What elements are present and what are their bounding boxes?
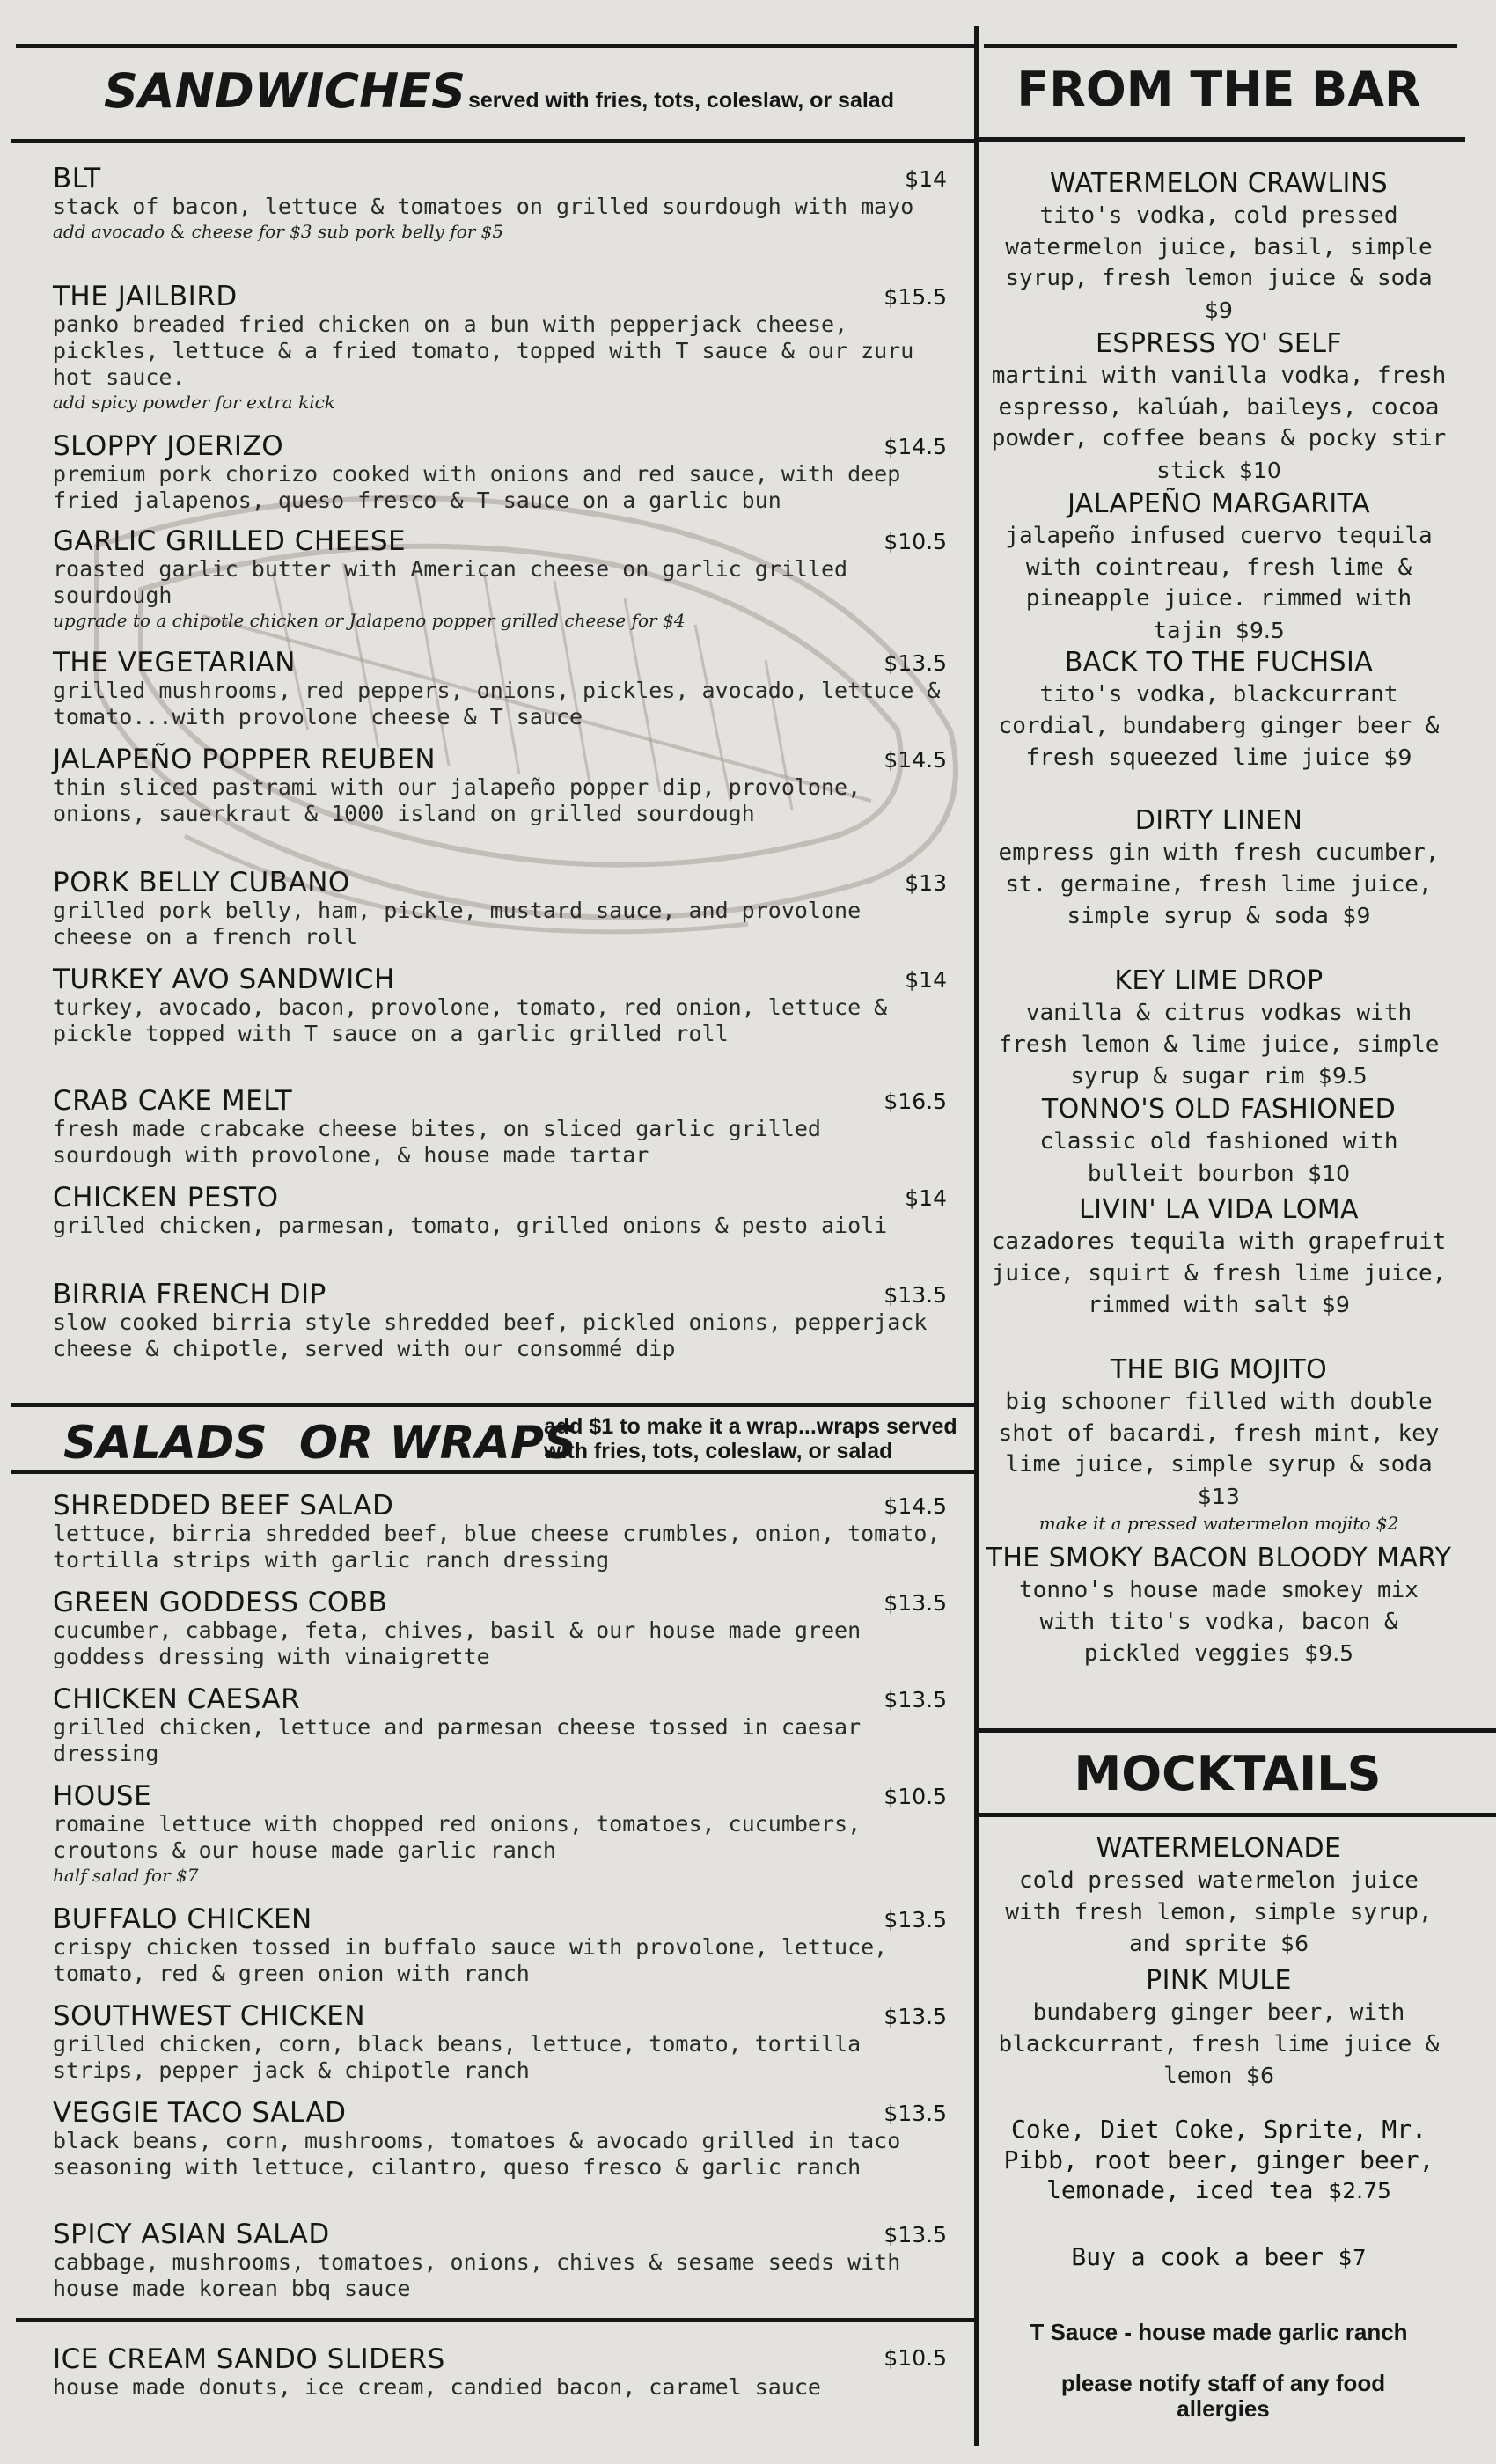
drink-name: JALAPEÑO MARGARITA bbox=[1067, 488, 1370, 519]
item-description: panko breaded fried chicken on a bun with pepperjack cheese, pickles, lettuce & a fried tomato, topped with T sauce & our zuru hot sauce. bbox=[53, 312, 914, 390]
item-price: $13.5 bbox=[884, 1282, 947, 1308]
drink-description-text: classic old fashioned with bulleit bourbon bbox=[1039, 1128, 1398, 1187]
drink-description-text: vanilla & citrus vodkas with fresh lemon & lime juice, simple syrup & sugar rim bbox=[998, 1000, 1440, 1089]
item-price: $14 bbox=[905, 1185, 947, 1211]
sandwiches-header-rule bbox=[11, 139, 977, 143]
buy-cook-beer bbox=[986, 2242, 1452, 2274]
drink-back-to-the-fuchsia bbox=[986, 646, 1452, 774]
menu-item-southwest-chicken bbox=[53, 2001, 947, 2084]
menu-item-birria-french-dip bbox=[53, 1280, 947, 1362]
drink-description-text: martini with vanilla vodka, fresh espresso, kalúah, baileys, cocoa powder, coffee beans & pocky stir stick bbox=[991, 363, 1447, 484]
drink-description bbox=[986, 201, 1452, 326]
item-description: turkey, avocado, bacon, provolone, tomato, red onion, lettuce & pickle topped with T sauce on a garlic grilled roll bbox=[53, 994, 888, 1046]
drink-description bbox=[986, 1575, 1452, 1670]
bar-top-rule bbox=[984, 44, 1457, 48]
item-price: $13.5 bbox=[884, 2101, 947, 2126]
drink-description bbox=[986, 1998, 1452, 2093]
drink-description bbox=[986, 361, 1452, 487]
drink-description bbox=[986, 1387, 1452, 1513]
drink-name: WATERMELONADE bbox=[1096, 1833, 1342, 1864]
drink-description bbox=[986, 998, 1452, 1093]
menu-item-house bbox=[53, 1781, 947, 1887]
drink-price: $6 bbox=[1246, 2063, 1274, 2088]
item-price: $10.5 bbox=[884, 529, 947, 554]
drink-price: $9.5 bbox=[1318, 1063, 1368, 1089]
drink-description bbox=[986, 1227, 1452, 1322]
mocktails-bottom-rule bbox=[977, 1813, 1496, 1817]
item-description: grilled chicken, lettuce and parmesan cheese tossed in caesar dressing bbox=[53, 1714, 862, 1766]
drink-description bbox=[986, 679, 1452, 774]
drink-jalape-o-margarita bbox=[986, 488, 1452, 647]
soft-drinks-price: $2.75 bbox=[1328, 2178, 1391, 2204]
item-note: add spicy powder for extra kick bbox=[53, 392, 335, 413]
menu-item-green-goddess-cobb bbox=[53, 1588, 947, 1670]
item-name: BUFFALO CHICKEN bbox=[53, 1903, 312, 1935]
item-price: $14.5 bbox=[884, 1493, 947, 1519]
item-description: stack of bacon, lettuce & tomatoes on grilled sourdough with mayo bbox=[53, 194, 914, 219]
mocktails-top-rule bbox=[977, 1728, 1496, 1733]
item-description: grilled mushrooms, red peppers, onions, pickles, avocado, lettuce & tomato...with provolone cheese & T sauce bbox=[53, 678, 941, 730]
sandwiches-subtitle: served with fries, tots, coleslaw, or salad bbox=[468, 88, 894, 113]
salads-title: SALADS OR WRAPS bbox=[63, 1417, 577, 1470]
drink-price: $9 bbox=[1383, 744, 1412, 770]
drink-name: WATERMELON CRAWLINS bbox=[1049, 168, 1389, 199]
drink-description-text: tito's vodka, cold pressed watermelon juice, basil, simple syrup, fresh lemon juice & soda bbox=[1005, 202, 1433, 291]
item-price: $13.5 bbox=[884, 2004, 947, 2029]
item-description: thin sliced pastrami with our jalapeño popper dip, provolone, onions, sauerkraut & 1000 island on grilled sourdough bbox=[53, 774, 862, 826]
drink-key-lime-drop bbox=[986, 964, 1452, 1093]
item-name: CHICKEN PESTO bbox=[53, 1182, 279, 1214]
menu-item-shredded-beef-salad bbox=[53, 1491, 947, 1573]
drink-description-text: tonno's house made smokey mix with tito's vodka, bacon & pickled veggies bbox=[1019, 1577, 1419, 1667]
drink-name: PINK MULE bbox=[1146, 1965, 1292, 1996]
drink-price: $9.5 bbox=[1236, 617, 1285, 643]
soft-drinks-list bbox=[986, 2115, 1452, 2207]
menu-item-veggie-taco-salad bbox=[53, 2098, 947, 2181]
drink-description bbox=[986, 1866, 1452, 1961]
drink-description-text: bundaberg ginger beer, with blackcurrant, fresh lime juice & lemon bbox=[998, 1999, 1440, 2089]
item-name: GREEN GODDESS COBB bbox=[53, 1587, 388, 1618]
drink-description-text: cold pressed watermelon juice with fresh lemon, simple syrup, and sprite bbox=[1005, 1867, 1433, 1957]
drink-espress-yo-self bbox=[986, 327, 1452, 487]
soft-drinks-text: Coke, Diet Coke, Sprite, Mr. Pibb, root beer, ginger beer, lemonade, iced tea bbox=[1003, 2115, 1434, 2204]
item-price: $13.5 bbox=[884, 1590, 947, 1616]
menu-item-the-vegetarian bbox=[53, 648, 947, 730]
item-name: SHREDDED BEEF SALAD bbox=[53, 1490, 394, 1522]
item-description: house made donuts, ice cream, candied bacon, caramel sauce bbox=[53, 2374, 821, 2400]
menu-item-sloppy-joerizo bbox=[53, 431, 947, 514]
item-price: $16.5 bbox=[884, 1089, 947, 1114]
drink-name: LIVIN' LA VIDA LOMA bbox=[1079, 1194, 1359, 1225]
item-name: CRAB CAKE MELT bbox=[53, 1085, 293, 1117]
drink-price: $6 bbox=[1280, 1931, 1309, 1956]
drink-price: $9.5 bbox=[1304, 1640, 1354, 1666]
item-price: $14.5 bbox=[884, 434, 947, 459]
item-description: crispy chicken tossed in buffalo sauce with provolone, lettuce, tomato, red & green onion with ranch bbox=[53, 1934, 888, 1986]
item-name: SLOPPY JOERIZO bbox=[53, 430, 284, 462]
drink-name: BACK TO THE FUCHSIA bbox=[1064, 647, 1374, 678]
item-name: TURKEY AVO SANDWICH bbox=[53, 964, 395, 995]
item-name: THE VEGETARIAN bbox=[53, 647, 296, 678]
item-name: BLT bbox=[53, 163, 101, 194]
drink-name: DIRTY LINEN bbox=[1134, 805, 1303, 836]
drink-watermelon-crawlins bbox=[986, 167, 1452, 326]
drink-price: $10 bbox=[1308, 1160, 1351, 1186]
salads-subtitle: add $1 to make it a wrap...wraps served with fries, tots, coleslaw, or salad bbox=[544, 1414, 957, 1463]
item-name: JALAPEÑO POPPER REUBEN bbox=[53, 744, 436, 775]
item-price: $14 bbox=[905, 967, 947, 993]
drink-description-text: tito's vodka, blackcurrant cordial, bundaberg ginger beer & fresh squeezed lime juice bbox=[998, 681, 1440, 771]
drink-description-text: big schooner filled with double shot of bacardi, fresh mint, key lime juice, simple syrup & soda bbox=[998, 1389, 1440, 1478]
drink-name: THE BIG MOJITO bbox=[1110, 1354, 1328, 1385]
top-rule bbox=[16, 44, 975, 48]
drink-the-big-mojito bbox=[986, 1353, 1452, 1534]
column-divider bbox=[974, 26, 979, 2446]
drink-livin-la-vida-loma bbox=[986, 1193, 1452, 1322]
drink-name: THE SMOKY BACON BLOODY MARY bbox=[986, 1543, 1452, 1573]
menu-item-crab-cake-melt bbox=[53, 1086, 947, 1169]
item-price: $13.5 bbox=[884, 650, 947, 676]
drink-dirty-linen bbox=[986, 804, 1452, 933]
drink-description bbox=[986, 838, 1452, 933]
item-name: THE JAILBIRD bbox=[53, 281, 238, 312]
item-price: $10.5 bbox=[884, 1784, 947, 1809]
drink-description bbox=[986, 521, 1452, 647]
drink-price: $9 bbox=[1205, 297, 1233, 323]
mocktails-title: MOCKTAILS bbox=[1074, 1746, 1382, 1801]
item-name: ICE CREAM SANDO SLIDERS bbox=[53, 2343, 445, 2375]
item-description: roasted garlic butter with American cheese on garlic grilled sourdough bbox=[53, 556, 848, 608]
allergy-note: please notify staff of any food allergies bbox=[1060, 2370, 1386, 2422]
drink-tonno-s-old-fashioned bbox=[986, 1093, 1452, 1190]
item-note: upgrade to a chipotle chicken or Jalapeno popper grilled cheese for $4 bbox=[53, 610, 686, 631]
drink-the-smoky-bacon-bloody-mary bbox=[986, 1542, 1452, 1670]
item-note: half salad for $7 bbox=[53, 1865, 199, 1886]
item-name: VEGGIE TACO SALAD bbox=[53, 2097, 347, 2129]
menu-item-garlic-grilled-cheese bbox=[53, 526, 947, 632]
drink-pink-mule bbox=[986, 1964, 1452, 2093]
menu-item-chicken-caesar bbox=[53, 1684, 947, 1767]
t-sauce-note: T Sauce - house made garlic ranch bbox=[1030, 2319, 1408, 2345]
drink-price: $13 bbox=[1198, 1483, 1240, 1509]
item-name: SPICY ASIAN SALAD bbox=[53, 2218, 330, 2250]
menu-item-turkey-avo-sandwich bbox=[53, 964, 947, 1047]
item-price: $14 bbox=[905, 166, 947, 192]
item-price: $13 bbox=[905, 870, 947, 896]
drink-description bbox=[986, 1126, 1452, 1190]
item-description: grilled pork belly, ham, pickle, mustard sauce, and provolone cheese on a french roll bbox=[53, 898, 862, 950]
item-name: BIRRIA FRENCH DIP bbox=[53, 1279, 326, 1310]
salads-top-rule bbox=[11, 1403, 979, 1407]
sandwiches-title: SANDWICHES bbox=[104, 63, 466, 119]
item-description: black beans, corn, mushrooms, tomatoes & avocado grilled in taco seasoning with lettuce, cilantro, queso fresco & garlic ranch bbox=[53, 2128, 901, 2180]
item-name: CHICKEN CAESAR bbox=[53, 1683, 301, 1715]
item-description: fresh made crabcake cheese bites, on sliced garlic grilled sourdough with provolone, & house made tartar bbox=[53, 1116, 821, 1168]
menu-item-jalape-o-popper-reuben bbox=[53, 744, 947, 827]
drink-name: KEY LIME DROP bbox=[1114, 965, 1324, 996]
drink-description-text: empress gin with fresh cucumber, st. germaine, fresh lime juice, simple syrup & soda bbox=[998, 840, 1440, 929]
item-price: $13.5 bbox=[884, 2222, 947, 2248]
item-name: HOUSE bbox=[53, 1780, 152, 1812]
drink-watermelonade bbox=[986, 1832, 1452, 1961]
drink-price: $9 bbox=[1342, 903, 1371, 928]
dessert-top-rule bbox=[16, 2318, 975, 2322]
item-price: $10.5 bbox=[884, 2345, 947, 2371]
item-description: cabbage, mushrooms, tomatoes, onions, chives & sesame seeds with house made korean bbq sauce bbox=[53, 2249, 901, 2301]
item-price: $15.5 bbox=[884, 284, 947, 310]
item-description: romaine lettuce with chopped red onions, tomatoes, cucumbers, croutons & our house made garlic ranch bbox=[53, 1811, 862, 1863]
menu-item-the-jailbird bbox=[53, 282, 947, 414]
item-description: slow cooked birria style shredded beef, pickled onions, pepperjack cheese & chipotle, served with our consommé dip bbox=[53, 1309, 928, 1361]
item-description: grilled chicken, corn, black beans, lettuce, tomato, tortilla strips, pepper jack & chipotle ranch bbox=[53, 2031, 862, 2083]
menu-item-spicy-asian-salad bbox=[53, 2219, 947, 2302]
item-name: SOUTHWEST CHICKEN bbox=[53, 2000, 366, 2032]
item-name: GARLIC GRILLED CHEESE bbox=[53, 525, 407, 557]
menu-item-pork-belly-cubano bbox=[53, 868, 947, 950]
menu-item-blt bbox=[53, 164, 947, 243]
drink-description-text: jalapeño infused cuervo tequila with cointreau, fresh lime & pineapple juice. rimmed with tajin bbox=[1005, 523, 1433, 644]
drink-price: $10 bbox=[1239, 457, 1281, 483]
item-description: premium pork chorizo cooked with onions and red sauce, with deep fried jalapenos, queso fresco & T sauce on a garlic bun bbox=[53, 461, 901, 513]
drink-name: ESPRESS YO' SELF bbox=[1096, 328, 1342, 359]
drink-name: TONNO'S OLD FASHIONED bbox=[1041, 1094, 1397, 1125]
drink-price: $9 bbox=[1322, 1292, 1350, 1317]
item-description: grilled chicken, parmesan, tomato, grilled onions & pesto aioli bbox=[53, 1213, 888, 1238]
menu-item-chicken-pesto bbox=[53, 1183, 947, 1239]
menu-item-ice-cream-sando-sliders bbox=[53, 2344, 947, 2401]
drink-note: make it a pressed watermelon mojito $2 bbox=[1038, 1513, 1399, 1534]
bar-header-rule bbox=[977, 137, 1465, 142]
drink-description-text: cazadores tequila with grapefruit juice, squirt & fresh lime juice, rimmed with salt bbox=[991, 1228, 1447, 1318]
item-price: $14.5 bbox=[884, 747, 947, 773]
salads-bottom-rule bbox=[11, 1470, 979, 1474]
buy-cook-beer-price: $7 bbox=[1338, 2245, 1367, 2270]
item-note: add avocado & cheese for $3 sub pork belly for $5 bbox=[53, 221, 504, 242]
buy-cook-beer-text: Buy a cook a beer bbox=[1071, 2242, 1324, 2271]
item-price: $13.5 bbox=[884, 1907, 947, 1932]
item-description: lettuce, birria shredded beef, blue cheese crumbles, onion, tomato, tortilla strips with garlic ranch dressing bbox=[53, 1521, 941, 1573]
item-description: cucumber, cabbage, feta, chives, basil & our house made green goddess dressing with vinaigrette bbox=[53, 1617, 862, 1669]
item-price: $13.5 bbox=[884, 1687, 947, 1712]
item-name: PORK BELLY CUBANO bbox=[53, 867, 350, 898]
bar-title: FROM THE BAR bbox=[1016, 62, 1421, 117]
menu-item-buffalo-chicken bbox=[53, 1904, 947, 1987]
